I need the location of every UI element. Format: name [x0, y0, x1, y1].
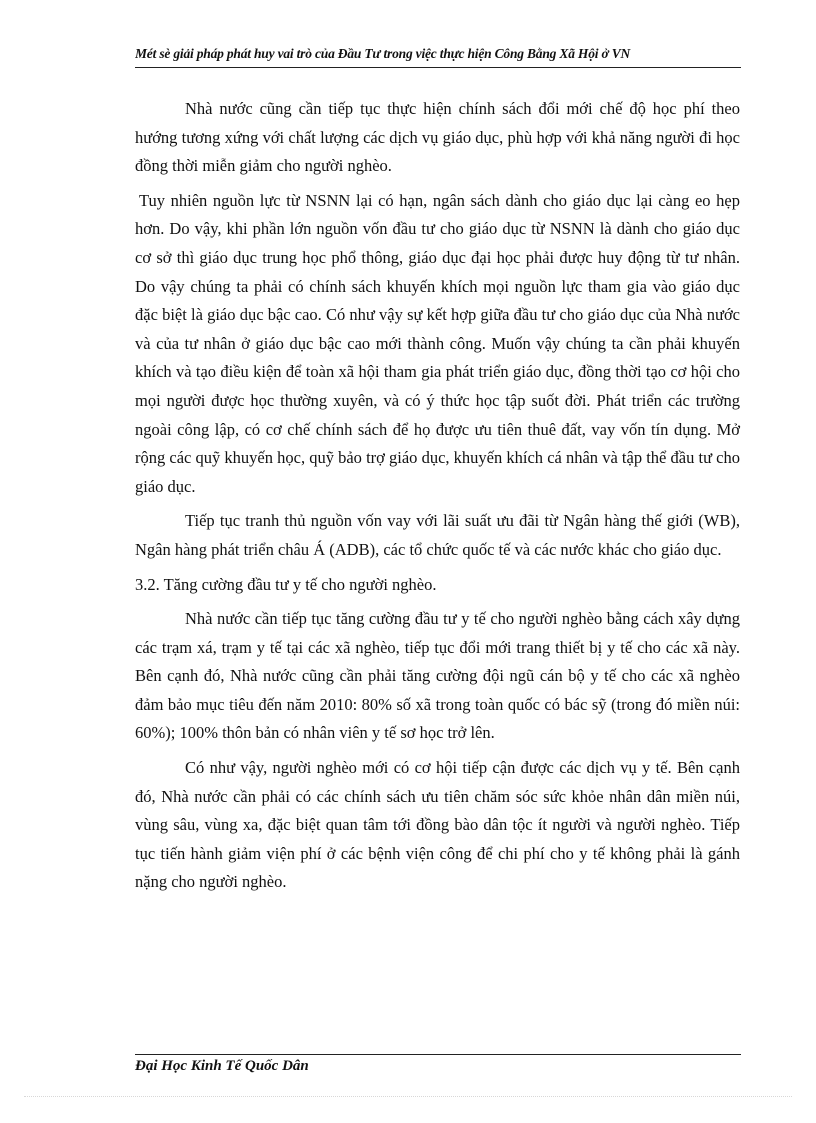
paragraph-health-access: Có như vậy, người nghèo mới có cơ hội tiếp cận được các dịch vụ y tế. Bên cạnh đó, Nhà nước cần phải có các chính sách ưu tiên chăm sóc sức khỏe nhân dân miền núi, vùng sâu, vùng xa, đặc biệt quan tâm tới đồng bào dân tộc ít người và người nghèo. Tiếp tục tiến hành giảm viện phí ở các bệnh viện công để chi phí cho y tế không phải là gánh nặng cho người nghèo.: [135, 758, 740, 892]
page-header-title: Mét sè giải pháp phát huy vai trò của Đầu Tư trong việc thực hiện Công Bằng Xã Hội ở VN: [135, 46, 631, 61]
paragraph-education-funding: Tuy nhiên nguồn lực từ NSNN lại có hạn, ngân sách dành cho giáo dục lại càng eo hẹp hơn. Do vậy, khi phần lớn nguồn vốn đầu tư cho giáo dục từ NSNN là dành cho giáo dục cơ sở thì giáo dục trung học phổ thông, giáo dục đại học phải được huy động từ tư nhân. Do vậy chúng ta phải có chính sách khuyến khích mọi nguồn lực tham gia vào giáo dục đặc biệt là giáo dục bậc cao. Có như vậy sự kết hợp giữa đầu tư cho giáo dục của Nhà nước và của tư nhân ở giáo dục bậc cao mới thành công. Muốn vậy chúng ta cần phải khuyến khích và tạo điều kiện để toàn xã hội tham gia phát triển giáo dục, đồng thời tạo cơ hội cho mọi người được học thường xuyên, và có ý thức học tập suốt đời. Phát triển các trường ngoài công lập, có cơ chế chính sách để họ được ưu tiên thuê đất, vay vốn tín dụng. Mở rộng các quỹ khuyến học, quỹ bảo trợ giáo dục, khuyến khích cá nhân và tập thể đầu tư cho giáo dục.: [135, 190, 740, 496]
section-heading-3-2: 3.2. Tăng cường đầu tư y tế cho người nghèo.: [135, 574, 437, 594]
paragraph-health-investment: Nhà nước cần tiếp tục tăng cường đầu tư y tế cho người nghèo bằng cách xây dựng các trạm xá, trạm y tế tại các xã nghèo, tiếp tục đổi mới trang thiết bị y tế cho các xã này. Bên cạnh đó, Nhà nước cũng cần phải tăng cường đội ngũ cán bộ y tế cho các xã nghèo đảm bảo mục tiêu đến năm 2010: 80% số xã trong toàn quốc có bác sỹ (trong đó miền núi: 60%); 100% thôn bản có nhân viên y tế sơ học trở lên.: [135, 609, 740, 743]
page-bottom-dotted-line: [24, 1096, 792, 1097]
header-divider: [135, 67, 741, 68]
paragraph-international-loans: Tiếp tục tranh thủ nguồn vốn vay với lãi suất ưu đãi từ Ngân hàng thế giới (WB), Ngân hàng phát triển châu Á (ADB), các tổ chức quốc tế và các nước khác cho giáo dục.: [135, 511, 740, 559]
page-footer-text: Đại Học Kinh Tế Quốc Dân: [135, 1058, 309, 1074]
footer-divider: [135, 1054, 741, 1055]
paragraph-tuition-policy: Nhà nước cũng cần tiếp tục thực hiện chính sách đổi mới chế độ học phí theo hướng tương xứng với chất lượng các dịch vụ giáo dục, phù hợp với khả năng người đi học đồng thời miễn giảm cho người nghèo.: [135, 99, 740, 176]
document-body: [135, 95, 740, 903]
